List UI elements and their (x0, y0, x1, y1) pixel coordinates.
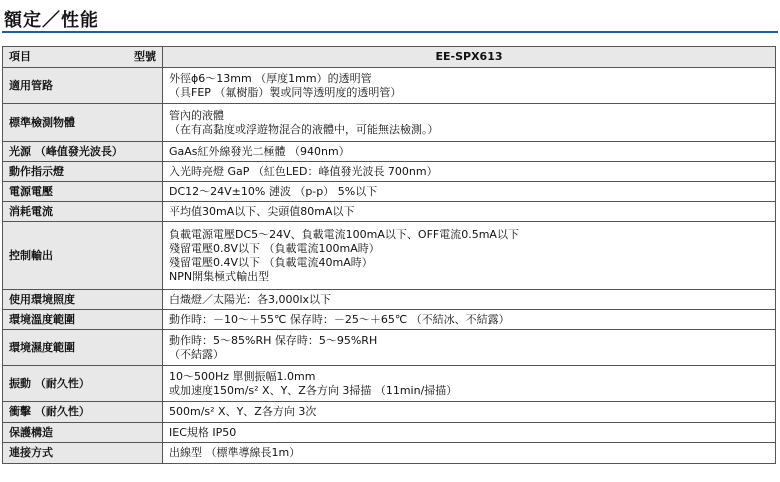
row-label: 使用環境照度 (3, 290, 163, 310)
value-line: 外徑ϕ6～13mm （厚度1mm）的透明管 (169, 71, 372, 85)
row-value (163, 104, 776, 142)
row-label: 衝擊 （耐久性） (3, 402, 163, 423)
value-line: （在有高黏度或浮遊物混合的液體中，可能無法檢測。） (169, 122, 439, 136)
row-label: 動作指示燈 (3, 162, 163, 182)
row-label: 連接方式 (3, 443, 163, 464)
value-line: 殘留電壓0.8V以下 （負載電流100mA時） (169, 241, 380, 255)
value-line: 出線型 （標準導線長1m） (169, 446, 301, 459)
value-line: （不結露） (169, 347, 224, 361)
header-model-cell: EE-SPX613 (163, 47, 776, 68)
table-row (3, 366, 776, 402)
row-label: 適用管路 (3, 68, 163, 104)
header-model-label: 型號 (134, 50, 156, 63)
row-label: 環境濕度範圍 (3, 330, 163, 366)
row-value (163, 290, 776, 310)
row-value (163, 423, 776, 443)
table-row (3, 330, 776, 366)
row-label: 光源 （峰值發光波長） (3, 142, 163, 162)
row-value (163, 162, 776, 182)
row-value (163, 366, 776, 402)
table-row (3, 443, 776, 464)
spec-table (2, 46, 776, 464)
row-label: 保護構造 (3, 423, 163, 443)
row-value (163, 310, 776, 330)
table-row (3, 222, 776, 290)
value-line: 平均值30mA以下、尖頭值80mA以下 (169, 204, 355, 218)
page-title: 額定／性能 (4, 10, 99, 31)
table-row (3, 290, 776, 310)
value-line: 白熾燈／太陽光：各3,000lx以下 (169, 292, 332, 306)
table-row (3, 310, 776, 330)
title-underline (2, 31, 778, 33)
header-item-label: 項目 (9, 50, 31, 63)
row-value (163, 202, 776, 222)
value-line: NPN開集極式輸出型 (169, 269, 270, 283)
table-row (3, 142, 776, 162)
row-value (163, 68, 776, 104)
table-row (3, 162, 776, 182)
row-value (163, 142, 776, 162)
value-line: 負載電源電壓DC5～24V、負載電流100mA以下、OFF電流0.5mA以下 (169, 227, 519, 241)
row-label: 控制輸出 (3, 222, 163, 290)
value-line: 動作時：－10～＋55℃ 保存時：－25～＋65℃ （不結冰、不結露） (169, 312, 510, 326)
value-line: （具FEP （氟樹脂）製或同等透明度的透明管） (169, 85, 402, 99)
table-row (3, 68, 776, 104)
row-label: 環境溫度範圍 (3, 310, 163, 330)
value-line: 或加速度150m/s² X、Y、Z各方向 3掃描 （11min/掃描） (169, 383, 458, 397)
table-header-row (3, 47, 776, 68)
value-line: 管內的液體 (169, 108, 224, 122)
row-value (163, 330, 776, 366)
table-row (3, 202, 776, 222)
value-line: 入光時亮燈 GaP （紅色LED：峰值發光波長 700nm） (169, 164, 438, 178)
value-line: DC12～24V±10% 漣波 （p-p） 5%以下 (169, 184, 378, 198)
row-value (163, 222, 776, 290)
value-line: 500m/s² X、Y、Z各方向 3次 (169, 405, 317, 418)
row-label: 振動 （耐久性） (3, 366, 163, 402)
row-label: 電源電壓 (3, 182, 163, 202)
table-row (3, 402, 776, 423)
value-line: GaAs紅外線發光二極體 （940nm） (169, 144, 350, 158)
row-value (163, 182, 776, 202)
value-line: IEC規格 IP50 (169, 425, 237, 439)
table-row (3, 423, 776, 443)
value-line: 殘留電壓0.4V以下 （負載電流40mA時） (169, 255, 373, 269)
table-row (3, 104, 776, 142)
row-value (163, 443, 776, 464)
value-line: 動作時：5～85%RH 保存時：5～95%RH (169, 333, 378, 347)
row-value (163, 402, 776, 423)
value-line: 10～500Hz 單側振幅1.0mm (169, 369, 316, 383)
header-item-cell (3, 47, 163, 68)
table-row (3, 182, 776, 202)
row-label: 標準檢測物體 (3, 104, 163, 142)
row-label: 消耗電流 (3, 202, 163, 222)
